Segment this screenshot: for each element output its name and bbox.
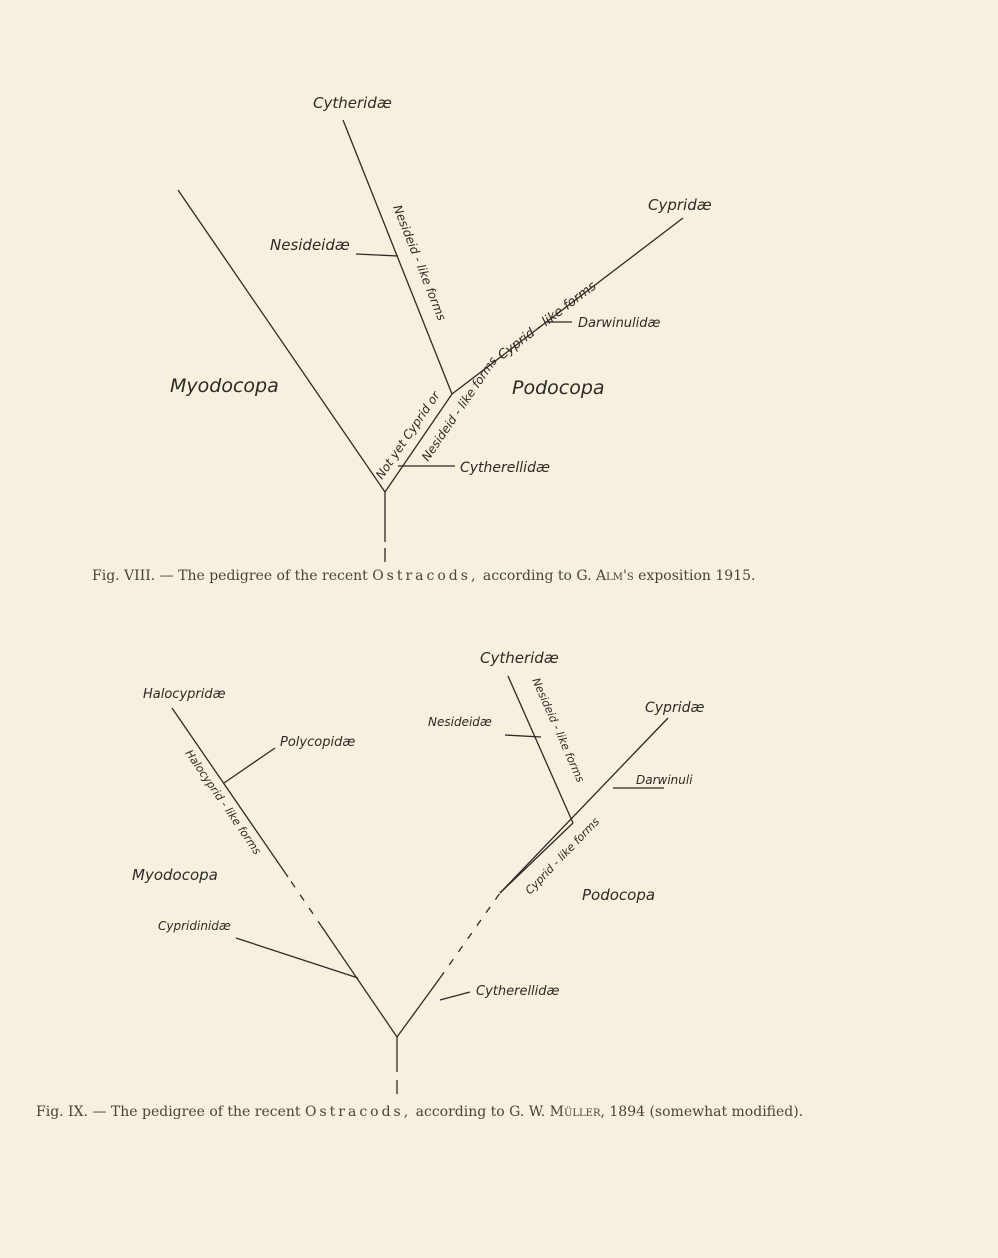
fig9-label-nesideid-like-forms: Nesideid - like forms [529, 675, 587, 785]
fig8-label-myodocopa: Myodocopa [170, 375, 279, 397]
fig9-label-cytherellidae: Cytherellidæ [476, 984, 560, 999]
fig9-myodocopa-branch-dashed [288, 877, 322, 927]
fig9-label-polycopidae: Polycopidæ [280, 735, 356, 750]
fig8-label-nesideid-like-forms-2: Nesideid - like forms [418, 354, 501, 464]
fig9-caption-middle: according to G. W. [415, 1104, 546, 1120]
fig9-caption-prefix: Fig. IX. — The pedigree of the recent [36, 1104, 301, 1120]
fig8-label-darwinulidae: Darwinulidæ [578, 316, 661, 331]
fig8-label-cytheridae: Cytheridæ [313, 94, 392, 112]
fig8-caption-spaced: Ostracods, [372, 568, 479, 584]
fig9-caption-suffix: 1894 (somewhat modified). [609, 1104, 804, 1120]
fig8-label-cypridae: Cypridæ [648, 196, 712, 214]
fig9-cypridae-branch [500, 718, 668, 893]
fig9-label-myodocopa: Myodocopa [132, 866, 218, 884]
fig9-diagram [132, 649, 704, 1094]
fig9-label-cypridae: Cypridæ [645, 700, 705, 716]
fig8-caption-middle: according to G. [482, 568, 592, 584]
fig9-label-cytheridae: Cytheridæ [480, 649, 559, 667]
fig8-caption-prefix: Fig. VIII. — The pedigree of the recent [92, 568, 368, 584]
fig9-label-halocyprid-like-forms: Halocyprid - like forms [182, 747, 264, 858]
fig9-cytherellidae-twig [440, 992, 470, 1000]
fig9-caption-author: Müller, [549, 1104, 605, 1120]
fig9-caption-spaced: Ostracods, [305, 1104, 412, 1120]
fig9-label-darwinulidae: Darwinuli [636, 773, 693, 787]
fig8-cytheridae-branch [343, 120, 452, 394]
fig9-podocopa-trunk-lower [397, 978, 440, 1037]
fig8-caption-author: Alm's [595, 568, 634, 584]
fig9-label-cypridinidae: Cypridinidæ [158, 919, 231, 933]
fig8-label-cytherellidae: Cytherellidæ [460, 460, 550, 476]
fig8-diagram [170, 94, 712, 562]
fig9-myodocopa-branch-upper [172, 708, 288, 877]
fig8-caption [92, 568, 755, 584]
fig9-label-nesideidae: Nesideidæ [428, 715, 492, 729]
fig9-cypridinidae-twig [236, 938, 358, 978]
fig9-caption [36, 1104, 803, 1120]
fig8-label-podocopa: Podocopa [512, 377, 605, 399]
fig9-label-halocypridae: Halocypridæ [143, 687, 226, 702]
fig8-caption-suffix: exposition 1915. [638, 568, 756, 584]
fig8-label-cyprid-like-forms: Cyprid - like forms [495, 278, 600, 364]
fig9-podocopa-trunk-dashed [440, 893, 500, 978]
fig9-nesideidae-twig [505, 735, 541, 737]
fig9-label-cyprid-like-forms: Cyprid - like forms [522, 815, 603, 898]
fig9-polycopidae-twig [224, 748, 275, 783]
fig8-label-not-yet-cyprid-or: Not yet Cyprid or [372, 388, 443, 482]
fig9-label-podocopa: Podocopa [582, 886, 656, 904]
fig8-label-nesideidae: Nesideidæ [270, 236, 350, 254]
fig8-label-nesideid-like-forms: Nesideid - like forms [390, 202, 449, 323]
fig9-myodocopa-branch-lower [322, 927, 397, 1037]
fig8-nesideidae-twig [356, 254, 398, 256]
